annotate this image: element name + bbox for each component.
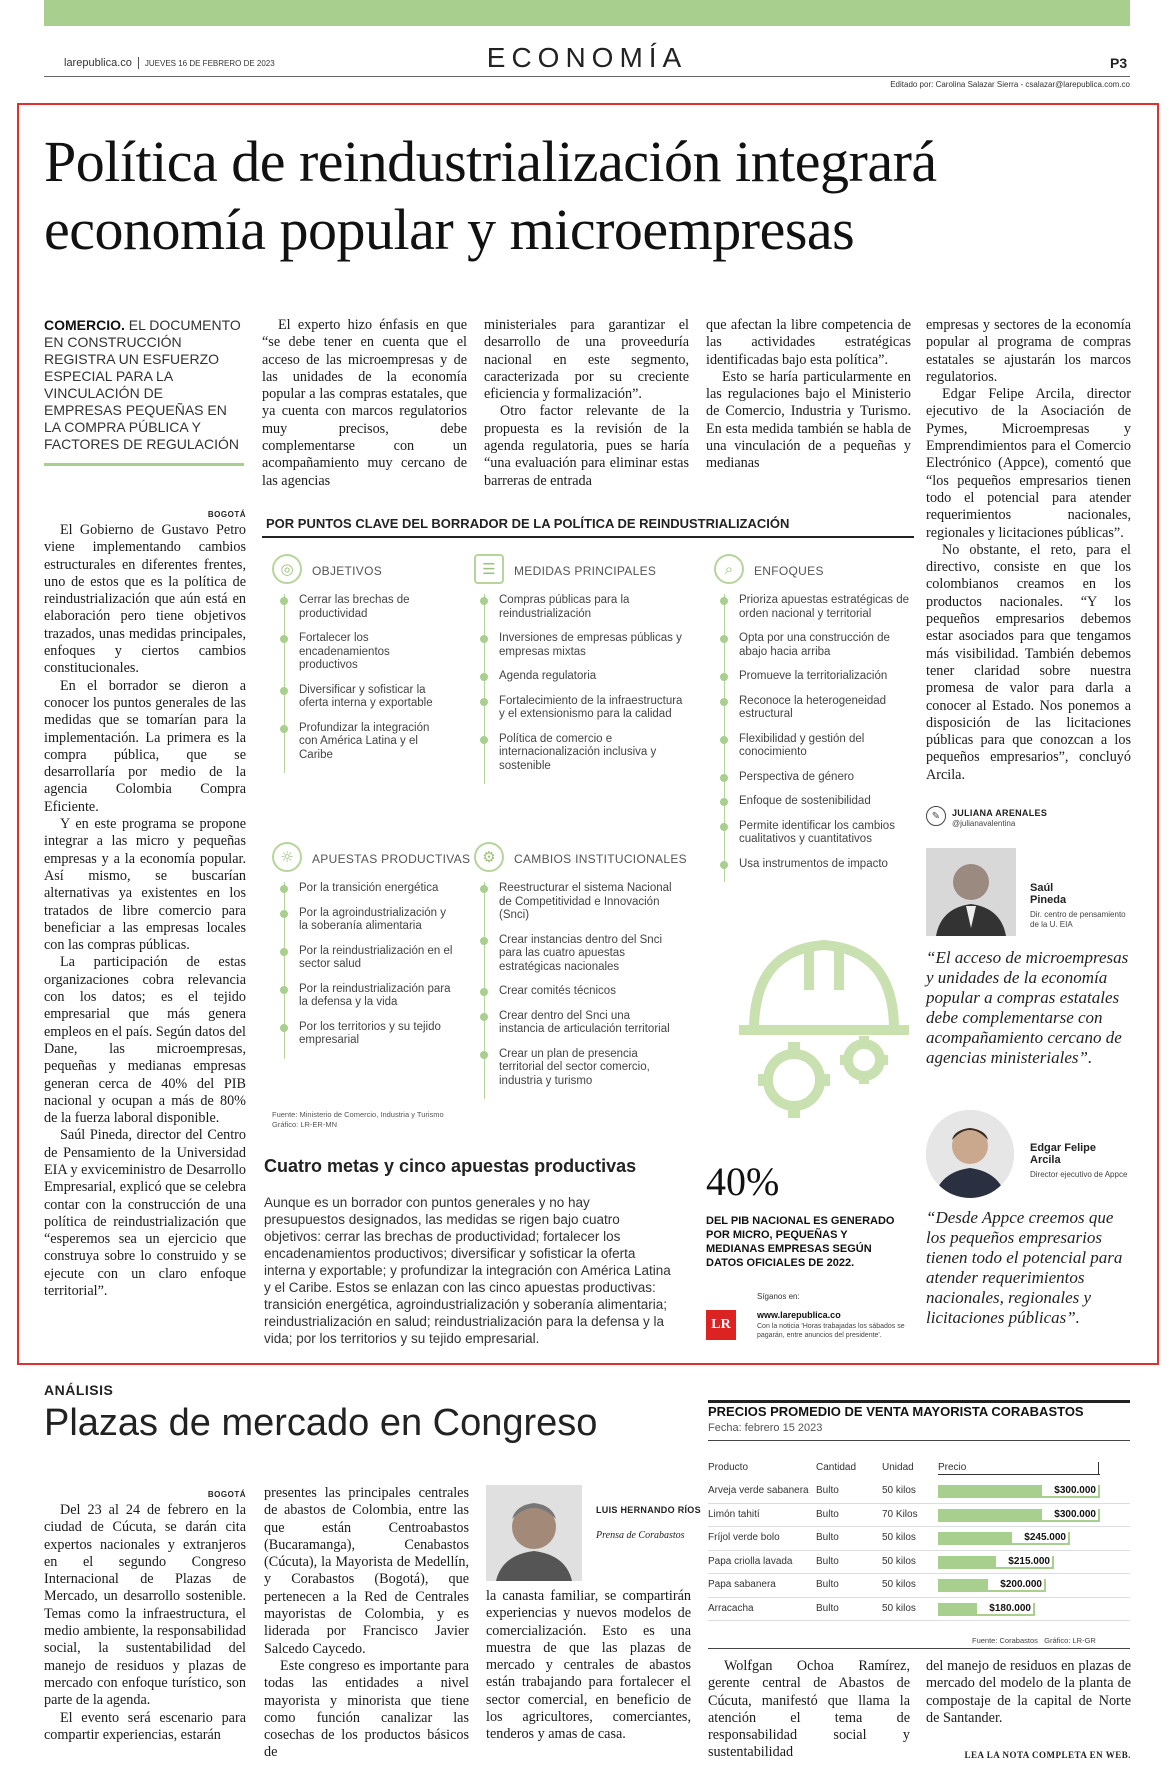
unit-cell: 70 Kilos <box>882 1508 918 1520</box>
follow-site-link[interactable]: www.larepublica.co <box>757 1310 841 1320</box>
lead-summary <box>44 317 244 453</box>
list-item: Por los territorios y su tejido empresarial <box>285 1021 454 1048</box>
product-name: Papa sabanera <box>708 1579 776 1590</box>
person-1-name <box>1030 882 1066 906</box>
table-bottom-rule <box>708 1648 1130 1649</box>
document-icon: ☰ <box>474 554 504 584</box>
table-header-rule <box>708 1440 1130 1441</box>
col-header-unidad: Unidad <box>882 1462 914 1473</box>
quantity-cell: Bulto <box>816 1532 839 1543</box>
group-title-objetivos: OBJETIVOS <box>312 564 383 578</box>
analysis-column-5 <box>926 1658 1131 1727</box>
infographic-title: POR PUNTOS CLAVE DEL BORRADOR DE LA POLÍTICA DE REINDUSTRIALIZACIÓN <box>266 516 790 531</box>
paragraph: Este congreso es importante para todas las entidades a nivel mayorista y minorista que tiene como función canalizar las cosechas de los productos básicos de <box>264 1657 469 1761</box>
headline-line-2: economía popular y microempresas <box>44 197 855 262</box>
list-cambios <box>484 882 676 1099</box>
table-row <box>708 1574 1130 1598</box>
person-2-name <box>1030 1142 1096 1166</box>
list-item: Por la agroindustrialización y la soberanía alimentaria <box>285 907 454 934</box>
list-item: Profundizar la integración con América Latina y el Caribe <box>285 722 449 763</box>
list-objetivos <box>284 594 449 773</box>
analysis-author-name: LUIS HERNANDO RÍOS <box>596 1505 701 1515</box>
group-title-enfoques: ENFOQUES <box>754 564 824 578</box>
list-item: Crear un plan de presencia territorial del sector comercio, industria y turismo <box>485 1048 676 1089</box>
stat-caption: DEL PIB NACIONAL ES GENERADO POR MICRO, PEQUEÑAS Y MEDIANAS EMPRESAS SEGÚN DATOS OFICIALES DE 2022. <box>706 1215 895 1269</box>
paragraph: Wolfgan Ochoa Ramírez, gerente central de Abastos de Cúcuta, manifestó que llama la atención el tema de responsabilidad social y sustentabilidad <box>708 1658 910 1761</box>
chart-source-text: Fuente: Corabastos <box>972 1636 1038 1645</box>
article-column-1 <box>44 522 246 1300</box>
issue-date: JUEVES 16 DE FEBRERO DE 2023 <box>144 59 275 68</box>
paragraph: No obstante, el reto, para el directivo, consiste en que los colombianos creamos en los productos nacionales. “Y los pequeños empresarios debemos estar asociados para que tengamos más visibilidad. También debemos tener claridad sobre nuestra promesa de valor para darla a conocer al Estado. Nos ponemos a disposición de las licitaciones públicas para que conozcan a los pequeños empresarios”, concluyó Arcila. <box>926 541 1131 783</box>
price-label: $200.000 <box>988 1579 1044 1590</box>
list-item: Reconoce la heterogeneidad estructural <box>725 695 912 722</box>
quantity-cell: Bulto <box>816 1579 839 1590</box>
lead-text: EL DOCUMENTO EN CONSTRUCCIÓN REGISTRA UN ESFUERZO ESPECIAL PARA LA VINCULACIÓN DE EMPRESAS PEQUEÑAS EN LA COMPRA PÚBLICA Y FACTORES DE REGULACIÓN <box>44 317 241 452</box>
article-column-4 <box>706 317 911 473</box>
site-name[interactable]: larepublica.co <box>64 57 132 69</box>
graphic-credit: Gráfico: LR-ER-MN <box>272 1120 338 1129</box>
price-table <box>708 1480 1130 1630</box>
table-row <box>708 1480 1130 1504</box>
source-line: Fuente: Ministerio de Comercio, Industria y Turismo <box>272 1110 444 1119</box>
paragraph: ministeriales para garantizar el desarrollo de una proveeduría nacional en este segmento, caracterizada por su creciente eficiencia y formalización”. <box>484 317 689 403</box>
group-title-apuestas: APUESTAS PRODUCTIVAS <box>312 852 471 866</box>
table-row <box>708 1527 1130 1551</box>
list-item: Flexibilidad y gestión del conocimiento <box>725 733 912 760</box>
chart-subtitle: Fecha: febrero 15 2023 <box>708 1422 823 1434</box>
article-headline <box>44 128 1144 264</box>
unit-cell: 50 kilos <box>882 1555 916 1567</box>
author-handle[interactable]: @julianavalentina <box>952 819 1016 828</box>
list-item: Reestructurar el sistema Nacional de Competitividad e Innovación (Snci) <box>485 882 676 923</box>
magnifier-icon: ⌕ <box>714 554 744 584</box>
list-item: Diversificar y sofisticar la oferta interna y exportable <box>285 684 449 711</box>
analysis-column-3 <box>486 1588 691 1744</box>
quantity-cell: Bulto <box>816 1555 839 1567</box>
article-column-2 <box>262 317 467 490</box>
product-name: Arracacha <box>708 1602 754 1614</box>
unit-cell: 50 kilos <box>882 1485 916 1496</box>
headline-line-1: Política de reindustrialización integrará <box>44 129 937 194</box>
header-rule <box>44 76 1130 77</box>
list-enfoques <box>724 594 912 882</box>
gears-icon: ⚙ <box>474 842 504 872</box>
person-2-first: Edgar Felipe <box>1030 1142 1097 1154</box>
list-item: Prioriza apuestas estratégicas de orden nacional y territorial <box>725 594 912 621</box>
infographic-rule <box>262 536 914 538</box>
article-column-3 <box>484 317 689 490</box>
product-name: Arveja verde sabanera <box>708 1485 809 1496</box>
page-number: P3 <box>1110 55 1128 71</box>
person-1-last: Pineda <box>1030 894 1067 906</box>
analysis-kicker: ANÁLISIS <box>44 1382 114 1398</box>
list-item: Por la reindustrialización en el sector salud <box>285 945 454 972</box>
table-top-rule <box>708 1400 1130 1403</box>
product-name: Limón tahití <box>708 1508 760 1520</box>
box-subhead: Cuatro metas y cinco apuestas productivas <box>264 1156 637 1176</box>
col-header-producto: Producto <box>708 1462 749 1473</box>
paragraph: Y en este programa se propone integrar a las micro y pequeñas empresas y a la economía popular. Así mismo, se buscarían alternativas ya existentes en los tratados de libre comercio para beneficiar a las empresas locales con las compras públicas. <box>44 816 246 954</box>
list-item: Inversiones de empresas públicas y empresas mixtas <box>485 632 684 659</box>
group-title-medidas: MEDIDAS PRINCIPALES <box>514 564 657 578</box>
col-header-precio: Precio <box>938 1462 967 1473</box>
unit-cell: 50 kilos <box>882 1532 916 1543</box>
author-name: JULIANA ARENALES <box>952 808 1048 818</box>
price-label: $215.000 <box>996 1556 1052 1567</box>
read-more-link[interactable]: LEA LA NOTA COMPLETA EN WEB. <box>964 1750 1131 1760</box>
quantity-cell: Bulto <box>816 1602 839 1614</box>
analysis-author-role: Prensa de Corabastos <box>596 1530 685 1541</box>
list-item: Agenda regulatoria <box>485 670 684 684</box>
target-icon: ◎ <box>272 554 302 584</box>
list-item: Promueve la territorialización <box>725 670 912 684</box>
product-name: Fríjol verde bolo <box>708 1532 780 1543</box>
price-label: $180.000 <box>977 1603 1033 1614</box>
stat-value: 40% <box>706 1159 780 1204</box>
section-title: ECONOMÍA <box>486 42 688 73</box>
pull-quote-1: “El acceso de microempresas y unidades de la economía popular a compras estatales debe complementarse con acompañamiento cercano de agencias ministeriales”. <box>926 948 1129 1067</box>
list-item: Perspectiva de género <box>725 771 912 785</box>
list-apuestas <box>284 882 454 1059</box>
list-item: Crear dentro del Snci una instancia de articulación territorial <box>485 1010 676 1037</box>
paragraph: la canasta familiar, se compartirán experiencias y nuevos modelos de comercialización. Esto es una muestra de que las plazas de mercado y centrales de abastos están trabajando para fortalecer el sector comercial, en beneficio de los agricultores, comerciantes, tenderos y amas de casa. <box>486 1588 691 1743</box>
person-2-last: Arcila <box>1030 1154 1061 1166</box>
list-item: Por la transición energética <box>285 882 454 896</box>
lead-tag: COMERCIO. <box>44 317 125 333</box>
quantity-cell: Bulto <box>816 1485 839 1496</box>
unit-cell: 50 kilos <box>882 1579 916 1590</box>
chart-title: PRECIOS PROMEDIO DE VENTA MAYORISTA CORABASTOS <box>708 1404 1084 1419</box>
masthead-info <box>64 57 275 69</box>
lr-logo[interactable]: LR <box>706 1310 736 1340</box>
list-item: Fortalecer los encadenamientos productivos <box>285 632 449 673</box>
list-item: Por la reindustrialización para la defensa y la vida <box>285 983 454 1010</box>
portrait-luis-rios <box>486 1485 582 1581</box>
follow-label: Síganos en: <box>757 1292 800 1301</box>
table-row <box>708 1551 1130 1575</box>
group-title-cambios: CAMBIOS INSTITUCIONALES <box>514 852 687 866</box>
editor-line: Editado por: Carolina Salazar Sierra - csalazar@larepublica.com.co <box>890 80 1130 89</box>
table-row <box>708 1598 1130 1622</box>
list-item: Permite identificar los cambios cualitativos y cuantitativos <box>725 820 912 847</box>
unit-cell: 50 kilos <box>882 1602 916 1614</box>
paragraph: del manejo de residuos en plazas de mercado del modelo de la planta de compostaje de la capital de Norte de Santander. <box>926 1658 1131 1726</box>
person-1-first: Saúl <box>1030 882 1054 894</box>
infographic-source <box>272 1110 444 1130</box>
pull-quote-2: “Desde Appce creemos que los pequeños empresarios tienen todo el potencial para atender requerimientos nacionales, regionales y licitaciones públicas”. <box>926 1208 1123 1327</box>
table-row <box>708 1504 1130 1528</box>
paragraph: Del 23 al 24 de febrero en la ciudad de Cúcuta, se darán cita expertos nacionales y extranjeros en el segundo Congreso Internacional de Plazas de Mercado, un desarrollo sostenible. Temas como la infraestructura, el medio ambiente, la responsabilidad social, la sustentabilidad del manejo de residuos y plazas de mercado con enfoque turístico, son parte de la agenda. <box>44 1502 246 1709</box>
analysis-dateline: BOGOTÁ <box>207 1490 246 1499</box>
price-axis-tick <box>1098 1462 1099 1474</box>
paragraph: La participación de estas organizaciones cobra relevancia con los datos; es el tejido empresarial que más genera empleos en el país. Según datos del Dane, las microempresas, pequeñas y medianas empresas generan cerca de 40% del PIB nacional y ocupan a más de 80% de la fuerza laboral disponible. <box>44 954 246 1127</box>
price-axis-line <box>938 1474 1100 1475</box>
paragraph: El experto hizo énfasis en que “se debe tener en cuenta que el acceso de las microempresas y de las unidades de la economía popular a las compras estatales, que ya cuenta con marcos regulatorios muy precisos, debe complementarse con un acompañamiento muy cercano de las agencias <box>262 317 467 489</box>
paragraph: El evento será escenario para compartir experiencias, estarán <box>44 1709 246 1743</box>
analysis-column-2 <box>264 1485 469 1762</box>
byline <box>926 806 1131 836</box>
paragraph: Saúl Pineda, director del Centro de Pensamiento de la Universidad EIA y exviceministro de Desarrollo Empresarial, explicó que se celebra contar con la construcción de una política de reindustrialización que “esperemos sea un ejercicio que construya sobre lo construido y se ejecute con un claro enfoque territorial”. <box>44 1127 246 1300</box>
product-name: Papa criolla lavada <box>708 1555 793 1567</box>
paragraph: que afectan la libre competencia de las actividades estratégicas identificadas bajo esta política”. <box>706 317 911 368</box>
person-1-role: Dir. centro de pensamiento de la U. EIA <box>1030 910 1126 929</box>
list-item: Crear comités técnicos <box>485 985 676 999</box>
quantity-cell: Bulto <box>816 1508 839 1520</box>
lead-rule <box>44 463 244 466</box>
paragraph: En el borrador se dieron a conocer los puntos generales de las medidas que se tomarían para la implementación. La primera es la compra pública, que se desarrollaría por medio de la agencia Colombia Compra Eficiente. <box>44 677 246 815</box>
dateline: BOGOTÁ <box>207 510 246 519</box>
list-item: Política de comercio e internacionalización inclusiva y sostenible <box>485 733 684 774</box>
paragraph: empresas y sectores de la economía popular al programa de compras estatales se ajustarán los marcos regulatorios. <box>926 317 1131 385</box>
price-label: $245.000 <box>1012 1532 1068 1543</box>
box-text: Aunque es un borrador con puntos generales y no hay presupuestos designados, las medidas se rigen bajo cuatro objetivos: cerrar las brechas de productividad; fortalecer los encadenamientos productivos; diversificar y sofisticar la oferta interna y exportable; y profundizar la integración con América Latina y el Caribe. Estos se enlazan con las cinco apuestas productivas: transición energética, agroindustrialización y soberanía alimentaria; reindustrialización en salud; reindustrialización para la defensa y la vida; por los territorios y su tejido empresarial. <box>264 1195 671 1346</box>
paragraph: presentes las principales centrales de abastos de Colombia, entre las que están Centroabastos (Bucaramanga), Cenabastos (Cúcuta), la Mayorista de Medellín, y Corabastos (Bogotá), que pertenecen a la Red de Centrales mayoristas de Colombia, y es liderada por Francisco Javier Salcedo Caycedo. <box>264 1485 469 1657</box>
chart-graphic-credit: Gráfico: LR-GR <box>1044 1636 1096 1645</box>
paragraph: Esto se haría particularmente en las regulaciones bajo el Ministerio de Comercio, Industria y Turismo. En esta medida también se habla de una vinculación de a pequeñas y medianas <box>706 368 911 472</box>
list-item: Fortalecimiento de la infraestructura y el extensionismo para la calidad <box>485 695 684 722</box>
author-icon: ✎ <box>926 806 946 826</box>
chart-source <box>972 1636 1096 1645</box>
portrait-saul-pineda <box>926 848 1016 936</box>
paragraph: El Gobierno de Gustavo Petro viene implementando cambios estructurales en diferentes frentes, uno de estos que es la política de reindustrialización que aún está en elaboración pero tiene objetivos trazados, unas medidas principales, enfoques y ciertos cambios constitucionales. <box>44 522 246 677</box>
paragraph: Otro factor relevante de la propuesta es la revisión de la agenda regulatoria, pues se haría “una evaluación para eliminar estas barreras de entrada <box>484 403 689 489</box>
price-label: $300.000 <box>1042 1509 1098 1520</box>
lightbulb-icon: ☼ <box>272 842 302 872</box>
list-item: Usa instrumentos de impacto <box>725 858 912 872</box>
portrait-edgar-arcila <box>926 1110 1014 1198</box>
article-column-5 <box>926 317 1131 784</box>
col-header-cantidad: Cantidad <box>816 1462 857 1473</box>
follow-note: Con la noticia 'Horas trabajadas los sábados se pagarán, entre anuncios del presidente'. <box>757 1323 905 1339</box>
analysis-column-4 <box>708 1658 910 1762</box>
price-label: $300.000 <box>1042 1485 1098 1496</box>
person-2-role: Director ejecutivo de Appce <box>1030 1170 1128 1179</box>
paragraph: Edgar Felipe Arcila, director ejecutivo de la Asociación de Pymes, Microempresas y Emprendimientos para el Comercio Electrónico (Appce), comentó que “los pequeños empresarios tienen todo el potencial para atender requerimientos nacionales, regionales y licitaciones públicas”. <box>926 386 1131 541</box>
list-item: Opta por una construcción de abajo hacia arriba <box>725 632 912 659</box>
list-item: Cerrar las brechas de productividad <box>285 594 449 621</box>
list-medidas <box>484 594 684 784</box>
list-item: Compras públicas para la reindustrialización <box>485 594 684 621</box>
analysis-headline: Plazas de mercado en Congreso <box>44 1402 598 1444</box>
analysis-column-1 <box>44 1502 246 1744</box>
list-item: Crear instancias dentro del Snci para las cuatro apuestas estratégicas nacionales <box>485 934 676 975</box>
top-color-bar <box>44 0 1130 26</box>
hardhat-gears-illustration <box>714 920 914 1120</box>
list-item: Enfoque de sostenibilidad <box>725 795 912 809</box>
